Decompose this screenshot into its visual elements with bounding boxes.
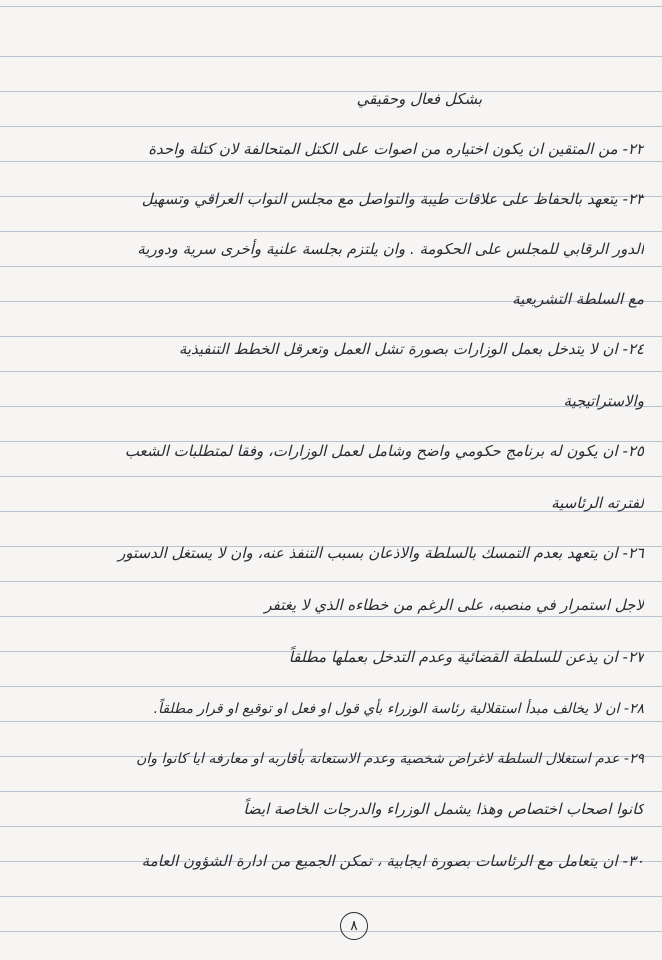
text-line: ٢٧- ان يذعن للسلطة القضائية وعدم التدخل بعملها مطلقاً: [288, 648, 644, 666]
text-line: ٢٩- عدم استغلال السلطة لاغراض شخصية وعدم الاستعانة بأقاربه او معارفه ايا كانوا وان: [136, 751, 644, 767]
text-line: لفترته الرئاسية: [551, 494, 644, 512]
page-number: ٨: [340, 912, 368, 940]
text-line: ٢٢- من المتقين ان يكون اختياره من اصوات على الكتل المتحالفة لان كتلة واحدة: [148, 140, 644, 158]
text-line: مع السلطة التشريعية: [512, 290, 644, 308]
text-line: الدور الرقابي للمجلس على الحكومة . وان يلتزم بجلسة علنية وأخرى سرية ودورية: [137, 240, 644, 258]
text-line: ٢٣- يتعهد بالحفاظ على علاقات طيبة والتواصل مع مجلس النواب العراقي وتسهيل: [141, 190, 644, 208]
text-line: ٢٨- ان لا يخالف مبدأ استقلالية رئاسة الوزراء بأي قول او فعل او توقيع او قرار مطلقاً.: [153, 701, 644, 717]
text-line: ٢٤- ان لا يتدخل بعمل الوزارات بصورة تشل العمل وتعرقل الخطط التنفيذية: [178, 340, 644, 358]
text-line: لاجل استمرار في منصبه، على الرغم من خطاءه الذي لا يغتفر: [264, 596, 644, 614]
text-line: والاستراتيجية: [563, 392, 644, 410]
text-line: ٣٠- ان يتعامل مع الرئاسات بصورة ايجابية ، تمكن الجميع من ادارة الشؤون العامة: [141, 852, 644, 870]
text-line: كانوا اصحاب اختصاص وهذا يشمل الوزراء والدرجات الخاصة ايضاً: [243, 800, 644, 818]
text-line: ٢٦- ان يتعهد بعدم التمسك بالسلطة والاذعان بسبب التنفذ عنه، وان لا يستغل الدستور: [118, 544, 644, 562]
text-line: ٢٥- ان يكون له برنامج حكومي واضح وشامل لعمل الوزارات، وفقا لمتطلبات الشعب: [124, 442, 644, 460]
text-line: بشكل فعال وحقيقي: [356, 90, 482, 108]
